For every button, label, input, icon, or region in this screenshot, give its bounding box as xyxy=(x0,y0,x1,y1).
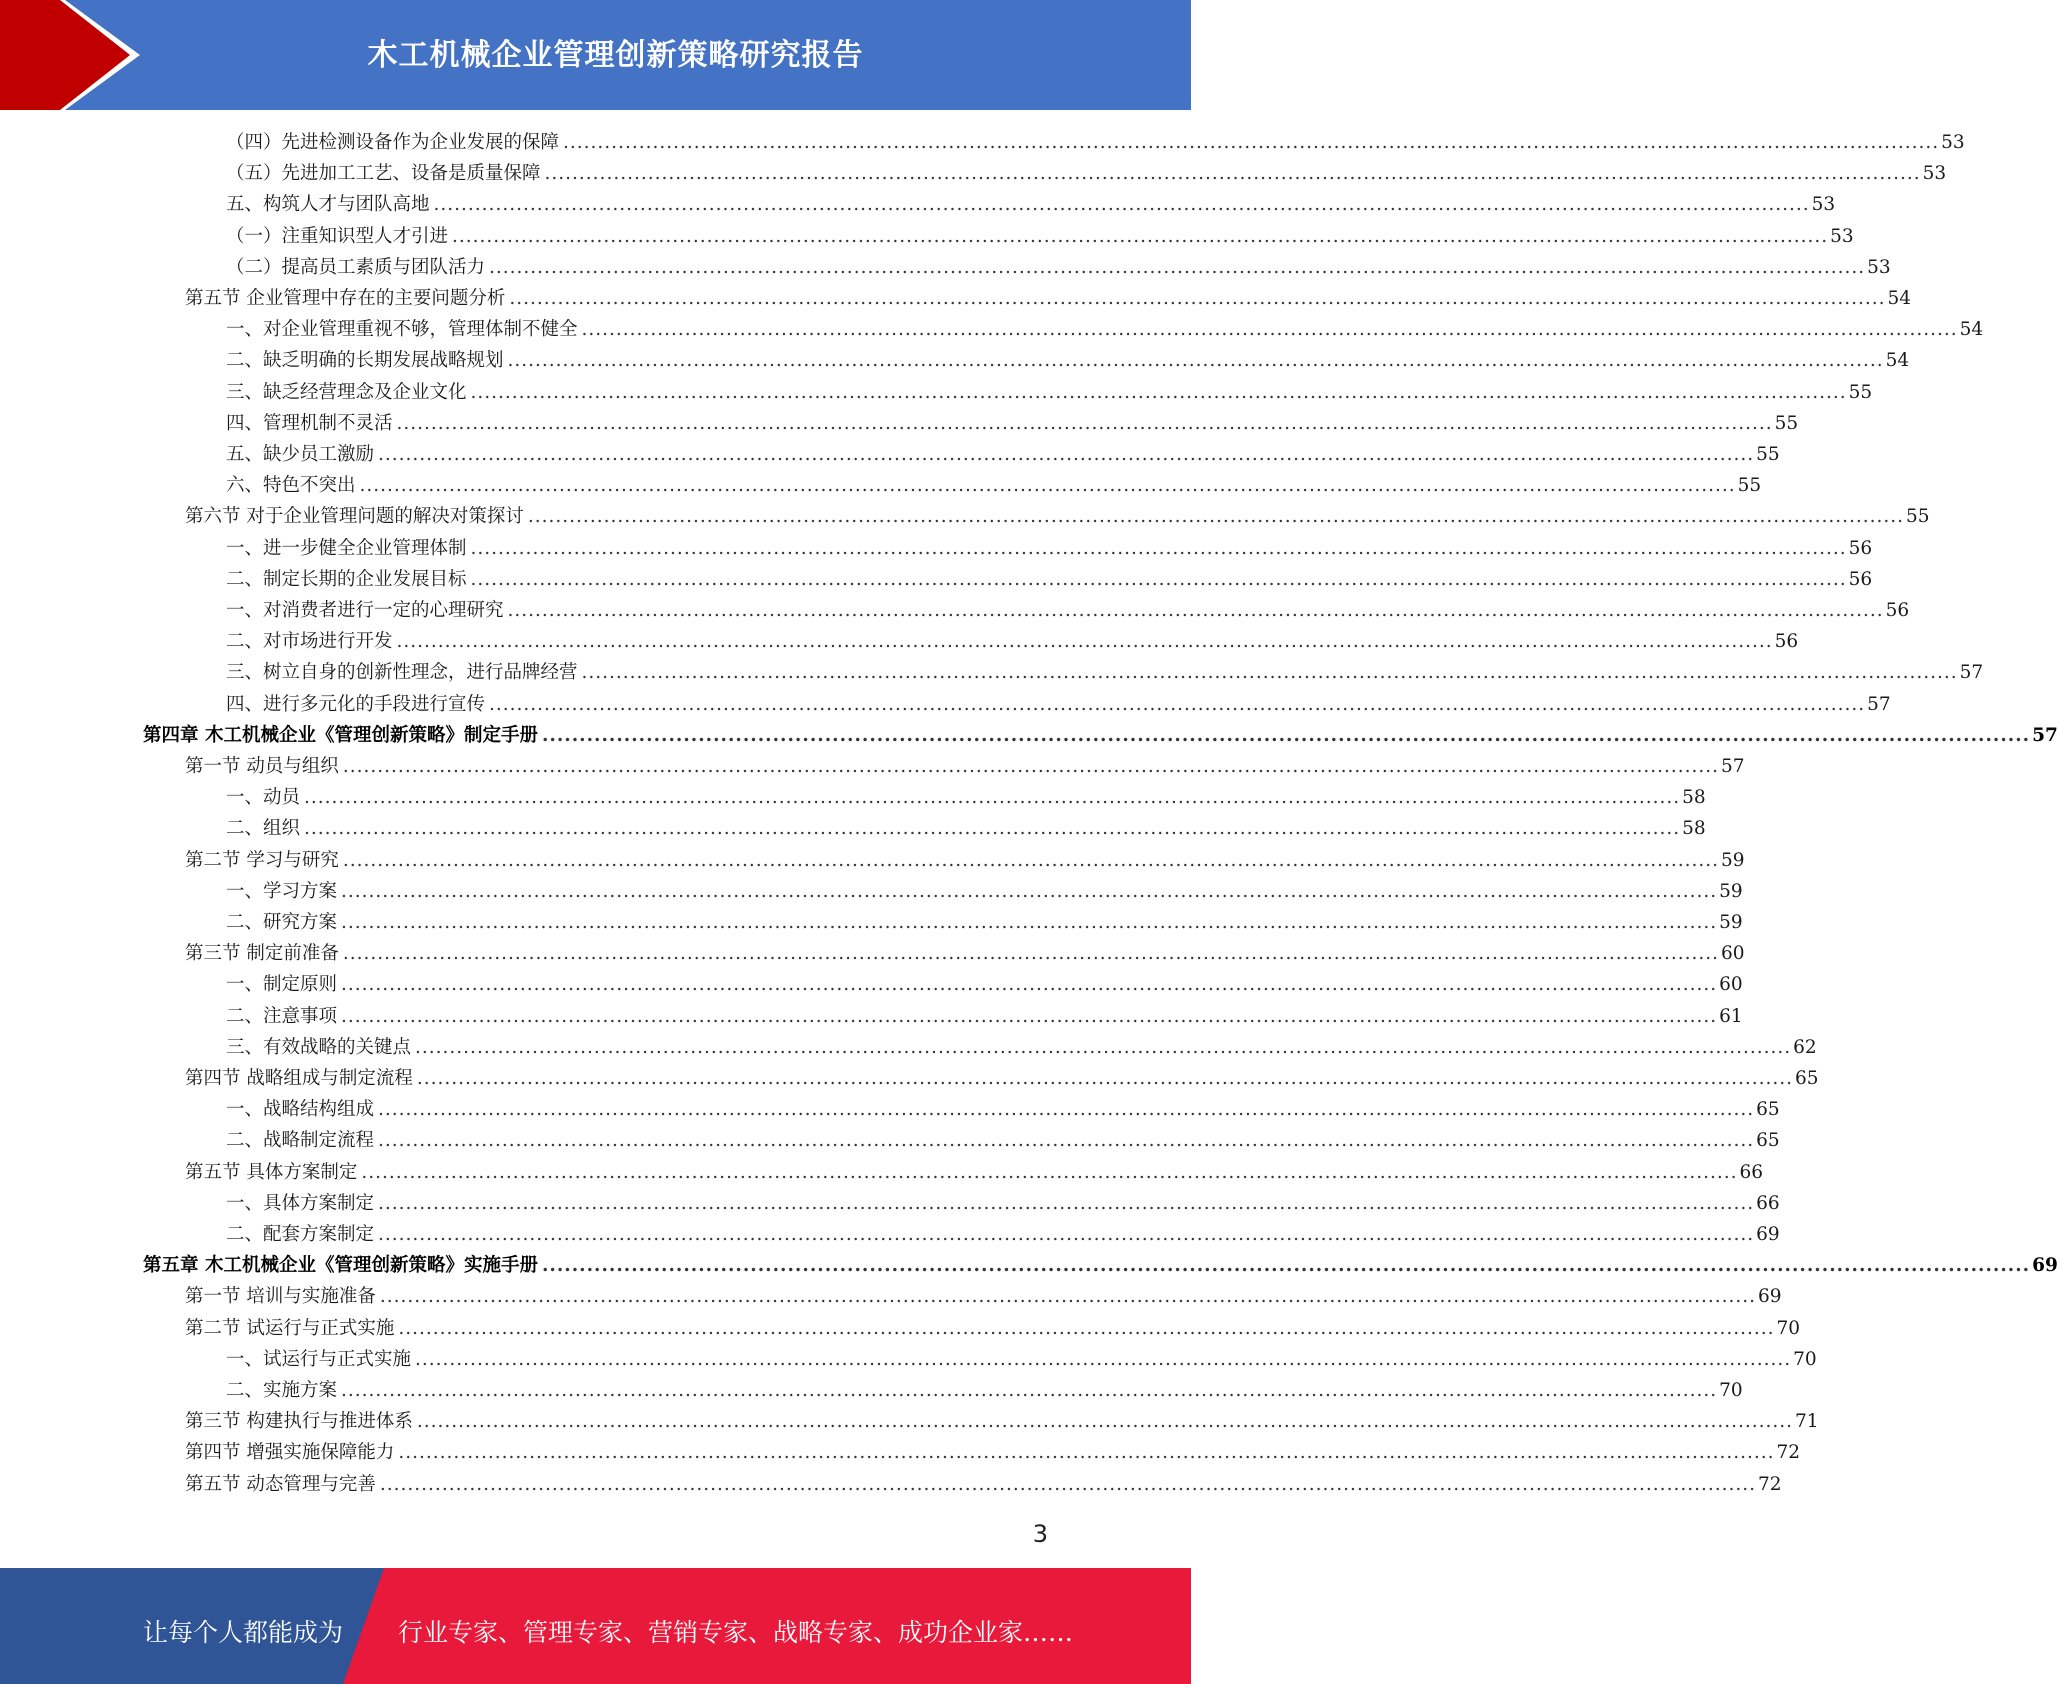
toc-entry[interactable] xyxy=(226,127,1965,158)
toc-leader-dots: ........................................................................................................................................................................................................ xyxy=(396,631,1773,653)
toc-entry-page: 56 xyxy=(1774,631,1799,653)
toc-entry[interactable] xyxy=(226,345,1910,376)
toc-leader-dots: ........................................................................................................................................................................................................ xyxy=(304,787,1681,809)
toc-entry[interactable] xyxy=(226,907,1743,938)
toc-entry-page: 54 xyxy=(1887,288,1912,309)
toc-entry-title: 二、战略制定流程 xyxy=(226,1130,375,1152)
toc-entry-page: 66 xyxy=(1756,1192,1780,1214)
toc-entry[interactable] xyxy=(226,876,1743,907)
toc-leader-dots: ........................................................................................................................................................................................................ xyxy=(378,444,1755,465)
toc-entry-title: 四、管理机制不灵活 xyxy=(226,412,393,434)
toc-entry-title: （一）注重知识型人才引进 xyxy=(226,225,449,247)
toc-entry-page: 53 xyxy=(1811,194,1836,216)
toc-leader-dots: ........................................................................................................................................................................................................ xyxy=(416,1411,1794,1433)
toc-entry[interactable] xyxy=(185,938,1745,969)
toc-entry[interactable] xyxy=(185,1406,1819,1437)
toc-entry-title: 三、树立自身的创新性理念，进行品牌经营 xyxy=(226,662,578,684)
toc-entry[interactable] xyxy=(226,1219,1780,1250)
toc-entry[interactable] xyxy=(226,252,1891,283)
toc-entry-title: 一、学习方案 xyxy=(226,880,338,902)
toc-entry-title: 二、注意事项 xyxy=(226,1005,338,1027)
toc-entry-page: 65 xyxy=(1756,1099,1780,1121)
toc-entry-page: 72 xyxy=(1758,1473,1782,1495)
toc-leader-dots: ........................................................................................................................................................................................................ xyxy=(342,943,1720,965)
toc-entry[interactable] xyxy=(226,782,1706,813)
toc-leader-dots: ........................................................................................................................................................................................................ xyxy=(544,163,1921,185)
toc-leader-dots: ........................................................................................................................................................................................................ xyxy=(507,600,1884,621)
toc-entry-title: （二）提高员工素质与团队活力 xyxy=(226,256,486,278)
toc-entry[interactable] xyxy=(226,1188,1780,1219)
toc-leader-dots: ........................................................................................................................................................................................................ xyxy=(378,1192,1755,1214)
toc-leader-dots: ........................................................................................................................................................................................................ xyxy=(470,568,1847,590)
toc-leader-dots: ........................................................................................................................................................................................................ xyxy=(342,849,1720,871)
toc-entry-title: 第五节 具体方案制定 xyxy=(185,1161,358,1183)
toc-entry[interactable] xyxy=(143,720,2058,751)
toc-entry[interactable] xyxy=(226,626,1799,657)
toc-entry-title: 第五章 木工机械企业《管理创新策略》实施手册 xyxy=(143,1255,538,1277)
toc-entry-page: 65 xyxy=(1756,1130,1780,1152)
toc-entry-title: 一、制定原则 xyxy=(226,974,338,996)
toc-entry[interactable] xyxy=(226,1344,1817,1375)
toc-leader-dots: ........................................................................................................................................................................................................ xyxy=(415,1036,1792,1058)
toc-entry[interactable] xyxy=(185,1281,1782,1312)
toc-entry-page: 69 xyxy=(1758,1286,1782,1308)
toc-leader-dots: ........................................................................................................................................................................................................ xyxy=(341,912,1718,933)
toc-entry[interactable] xyxy=(226,408,1799,439)
toc-leader-dots: ........................................................................................................................................................................................................ xyxy=(341,880,1718,902)
toc-entry-page: 54 xyxy=(1959,319,1984,341)
toc-leader-dots: ........................................................................................................................................................................................................ xyxy=(396,412,1773,434)
toc-entry-title: 一、试运行与正式实施 xyxy=(226,1348,412,1370)
toc-entry-title: 第六节 对于企业管理问题的解决对策探讨 xyxy=(185,506,524,528)
toc-leader-dots: ........................................................................................................................................................................................................ xyxy=(378,1224,1755,1245)
toc-entry-page: 59 xyxy=(1719,912,1743,933)
footer-slogan-right: 行业专家、管理专家、营销专家、战略专家、成功企业家…… xyxy=(398,1618,1074,1647)
toc-entry-title: 五、构筑人才与团队高地 xyxy=(226,194,430,216)
toc-entry-title: 第二节 试运行与正式实施 xyxy=(185,1317,395,1339)
toc-entry[interactable] xyxy=(226,314,1984,345)
toc-entry-title: 一、进一步健全企业管理体制 xyxy=(226,537,467,559)
toc-leader-dots: ........................................................................................................................................................................................................ xyxy=(379,1286,1757,1308)
toc-entry-title: 第三节 构建执行与推进体系 xyxy=(185,1411,413,1433)
toc-entry-title: 三、缺乏经营理念及企业文化 xyxy=(226,381,467,403)
toc-entry-title: 二、制定长期的企业发展目标 xyxy=(226,568,467,590)
toc-entry-title: 二、配套方案制定 xyxy=(226,1224,375,1245)
toc-entry[interactable] xyxy=(226,689,1891,720)
document-title: 木工机械企业管理创新策略研究报告 xyxy=(367,38,864,73)
toc-entry-title: 六、特色不突出 xyxy=(226,475,356,497)
toc-leader-dots: ........................................................................................................................................................................................................ xyxy=(541,1255,2031,1277)
toc-leader-dots: ........................................................................................................................................................................................................ xyxy=(489,693,1866,715)
toc-entry-title: 三、有效战略的关键点 xyxy=(226,1036,412,1058)
toc-entry-title: 第五节 企业管理中存在的主要问题分析 xyxy=(185,288,506,309)
toc-entry-page: 55 xyxy=(1756,444,1780,465)
toc-entry[interactable] xyxy=(226,533,1873,564)
toc-entry-title: 第三节 制定前准备 xyxy=(185,943,339,965)
toc-entry-page: 69 xyxy=(1756,1224,1780,1245)
toc-leader-dots: ........................................................................................................................................................................................................ xyxy=(489,256,1866,278)
toc-entry-page: 61 xyxy=(1719,1005,1743,1027)
toc-entry-title: 第四章 木工机械企业《管理创新策略》制定手册 xyxy=(143,724,538,746)
toc-entry-page: 66 xyxy=(1739,1161,1764,1183)
toc-entry[interactable] xyxy=(185,283,1912,314)
toc-leader-dots: ........................................................................................................................................................................................................ xyxy=(398,1317,1775,1339)
toc-leader-dots: ........................................................................................................................................................................................................ xyxy=(378,1099,1755,1121)
toc-entry-page: 69 xyxy=(2032,1255,2058,1277)
toc-entry-title: 五、缺少员工激励 xyxy=(226,444,375,465)
toc-entry-page: 56 xyxy=(1848,568,1873,590)
toc-leader-dots: ........................................................................................................................................................................................................ xyxy=(433,194,1810,216)
toc-entry[interactable] xyxy=(226,221,1854,252)
toc-leader-dots: ........................................................................................................................................................................................................ xyxy=(527,506,1905,528)
toc-leader-dots: ........................................................................................................................................................................................................ xyxy=(361,1161,1738,1183)
toc-entry[interactable] xyxy=(226,813,1706,844)
toc-entry-page: 55 xyxy=(1774,412,1799,434)
toc-entry[interactable] xyxy=(226,189,1836,220)
toc-entry-page: 53 xyxy=(1830,225,1854,247)
toc-entry[interactable] xyxy=(185,1469,1782,1500)
toc-entry[interactable] xyxy=(185,1157,1764,1188)
toc-entry[interactable] xyxy=(226,1001,1743,1032)
toc-leader-dots: ........................................................................................................................................................................................................ xyxy=(541,724,2031,746)
toc-entry-title: 一、对企业管理重视不够，管理体制不健全 xyxy=(226,319,578,341)
toc-leader-dots: ........................................................................................................................................................................................................ xyxy=(470,381,1847,403)
toc-entry-title: 第一节 动员与组织 xyxy=(185,756,339,777)
toc-entry-page: 55 xyxy=(1737,475,1762,497)
toc-entry-title: 一、对消费者进行一定的心理研究 xyxy=(226,600,504,621)
toc-entry-page: 59 xyxy=(1719,880,1743,902)
toc-entry-title: 四、进行多元化的手段进行宣传 xyxy=(226,693,486,715)
toc-entry-title: 第四节 增强实施保障能力 xyxy=(185,1442,395,1464)
toc-entry[interactable] xyxy=(185,1063,1819,1094)
page-header xyxy=(0,0,1191,110)
toc-entry[interactable] xyxy=(226,470,1762,501)
toc-entry-title: （四）先进检测设备作为企业发展的保障 xyxy=(226,132,560,153)
toc-entry[interactable] xyxy=(226,377,1873,408)
toc-entry[interactable] xyxy=(185,501,1930,532)
toc-entry-page: 60 xyxy=(1721,943,1745,965)
toc-leader-dots: ........................................................................................................................................................................................................ xyxy=(378,1130,1755,1152)
toc-entry-title: 二、缺乏明确的长期发展战略规划 xyxy=(226,350,504,372)
toc-entry-page: 58 xyxy=(1682,787,1706,809)
toc-entry[interactable] xyxy=(185,1437,1801,1468)
toc-entry-title: 二、对市场进行开发 xyxy=(226,631,393,653)
toc-leader-dots: ........................................................................................................................................................................................................ xyxy=(581,319,1958,341)
toc-leader-dots: ........................................................................................................................................................................................................ xyxy=(379,1473,1757,1495)
toc-entry-title: 第四节 战略组成与制定流程 xyxy=(185,1068,413,1089)
footer-slogan-left: 让每个人都能成为 xyxy=(143,1618,344,1647)
toc-entry[interactable] xyxy=(185,1313,1801,1344)
toc-entry-page: 54 xyxy=(1885,350,1910,372)
toc-entry-page: 53 xyxy=(1867,256,1891,278)
toc-entry-page: 57 xyxy=(1959,662,1984,684)
toc-entry-title: 第二节 学习与研究 xyxy=(185,849,339,871)
toc-entry[interactable] xyxy=(185,845,1745,876)
toc-leader-dots: ........................................................................................................................................................................................................ xyxy=(416,1068,1794,1089)
toc-leader-dots: ........................................................................................................................................................................................................ xyxy=(342,756,1720,777)
toc-entry[interactable] xyxy=(185,751,1745,782)
toc-entry-page: 56 xyxy=(1885,600,1910,621)
toc-leader-dots: ........................................................................................................................................................................................................ xyxy=(509,288,1886,309)
toc-entry-title: 第一节 培训与实施准备 xyxy=(185,1286,376,1308)
toc-entry[interactable] xyxy=(226,1032,1817,1063)
toc-leader-dots: ........................................................................................................................................................................................................ xyxy=(341,1005,1718,1027)
toc-entry[interactable] xyxy=(226,1375,1743,1406)
toc-entry-page: 70 xyxy=(1793,1348,1817,1370)
toc-leader-dots: ........................................................................................................................................................................................................ xyxy=(470,537,1847,559)
toc-entry-page: 58 xyxy=(1682,818,1706,840)
toc-leader-dots: ........................................................................................................................................................................................................ xyxy=(304,818,1681,840)
toc-entry-page: 53 xyxy=(1941,132,1965,153)
toc-entry-page: 57 xyxy=(1867,693,1891,715)
toc-entry[interactable] xyxy=(226,158,1947,189)
toc-entry-page: 56 xyxy=(1848,537,1873,559)
toc-entry-page: 70 xyxy=(1776,1317,1801,1339)
toc-entry-page: 55 xyxy=(1848,381,1873,403)
toc-entry[interactable] xyxy=(226,657,1984,688)
toc-entry-title: 一、具体方案制定 xyxy=(226,1192,375,1214)
toc-entry-page: 57 xyxy=(1721,756,1745,777)
page-number: 3 xyxy=(1032,1520,1048,1548)
toc-leader-dots: ........................................................................................................................................................................................................ xyxy=(359,475,1736,497)
toc-entry-page: 60 xyxy=(1719,974,1743,996)
toc-entry-page: 71 xyxy=(1795,1411,1819,1433)
toc-entry-page: 65 xyxy=(1795,1068,1819,1089)
toc-leader-dots: ........................................................................................................................................................................................................ xyxy=(341,1380,1718,1401)
toc-entry[interactable] xyxy=(226,564,1873,595)
toc-entry-title: （五）先进加工工艺、设备是质量保障 xyxy=(226,163,541,185)
toc-entry[interactable] xyxy=(226,439,1780,470)
page-footer xyxy=(0,1568,1191,1684)
toc-entry-title: 二、组织 xyxy=(226,818,301,840)
toc-entry-page: 62 xyxy=(1793,1036,1817,1058)
toc-entry[interactable] xyxy=(226,969,1743,1000)
toc-entry-page: 72 xyxy=(1776,1442,1801,1464)
toc-leader-dots: ........................................................................................................................................................................................................ xyxy=(581,662,1958,684)
toc-entry-title: 二、实施方案 xyxy=(226,1380,338,1401)
toc-entry-page: 59 xyxy=(1721,849,1745,871)
toc-entry-title: 第五节 动态管理与完善 xyxy=(185,1473,376,1495)
toc-entry-title: 二、研究方案 xyxy=(226,912,338,933)
toc-entry-title: 一、动员 xyxy=(226,787,301,809)
toc-entry[interactable] xyxy=(226,1094,1780,1125)
toc-leader-dots: ........................................................................................................................................................................................................ xyxy=(398,1442,1775,1464)
toc-entry-page: 70 xyxy=(1719,1380,1743,1401)
toc-leader-dots: ........................................................................................................................................................................................................ xyxy=(563,132,1940,153)
toc-leader-dots: ........................................................................................................................................................................................................ xyxy=(452,225,1829,247)
toc-leader-dots: ........................................................................................................................................................................................................ xyxy=(341,974,1718,996)
toc-entry-title: 一、战略结构组成 xyxy=(226,1099,375,1121)
toc-leader-dots: ........................................................................................................................................................................................................ xyxy=(507,350,1884,372)
toc-entry[interactable] xyxy=(226,1125,1780,1156)
toc-entry-page: 57 xyxy=(2032,724,2058,746)
toc-entry[interactable] xyxy=(143,1250,2058,1281)
toc-entry[interactable] xyxy=(226,595,1910,626)
toc-leader-dots: ........................................................................................................................................................................................................ xyxy=(415,1348,1792,1370)
toc-entry-page: 55 xyxy=(1906,506,1930,528)
toc-entry-page: 53 xyxy=(1922,163,1947,185)
